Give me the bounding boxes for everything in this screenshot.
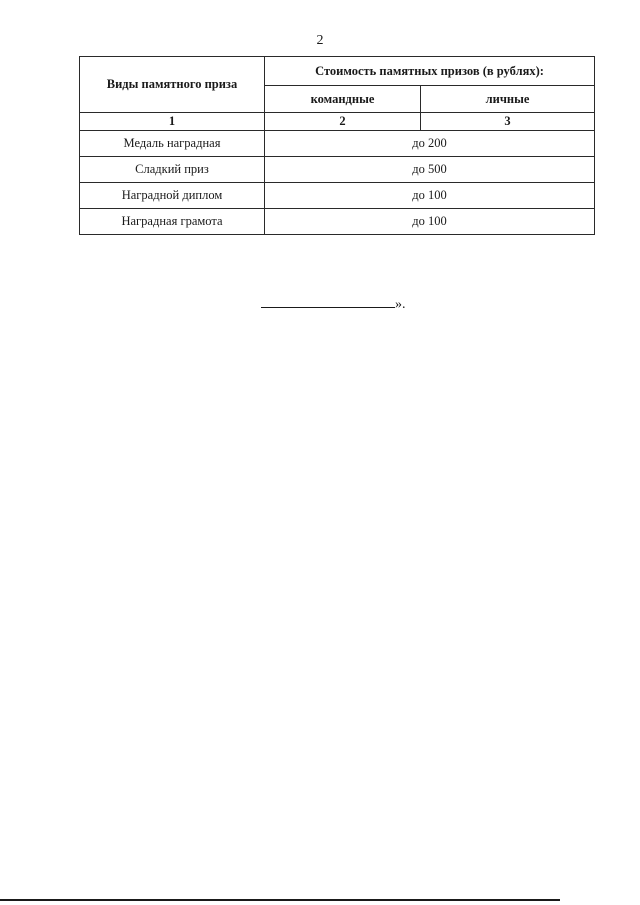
prize-cost-table	[79, 56, 595, 235]
table-row	[80, 209, 595, 235]
signature-blank-line	[261, 295, 395, 308]
column-number-row	[80, 113, 595, 131]
column-number: 2	[265, 113, 421, 131]
header-personal: личные	[421, 86, 595, 113]
header-cost-group: Стоимость памятных призов (в рублях):	[265, 57, 595, 86]
prize-value: до 200	[265, 131, 595, 157]
table-header-row	[80, 57, 595, 86]
table-row	[80, 183, 595, 209]
table-row	[80, 131, 595, 157]
prize-value: до 100	[265, 183, 595, 209]
table-row	[80, 157, 595, 183]
prize-name: Наградной диплом	[80, 183, 265, 209]
prize-value: до 500	[265, 157, 595, 183]
prize-name: Сладкий приз	[80, 157, 265, 183]
closing-quote: ».	[395, 297, 406, 312]
page-number: 2	[316, 33, 324, 48]
prize-name: Медаль наградная	[80, 131, 265, 157]
header-prize-type: Виды памятного приза	[80, 57, 265, 113]
closing-line	[261, 295, 406, 313]
footer-rule	[0, 899, 560, 901]
prize-value: до 100	[265, 209, 595, 235]
column-number: 3	[421, 113, 595, 131]
prize-name: Наградная грамота	[80, 209, 265, 235]
header-team: командные	[265, 86, 421, 113]
column-number: 1	[80, 113, 265, 131]
